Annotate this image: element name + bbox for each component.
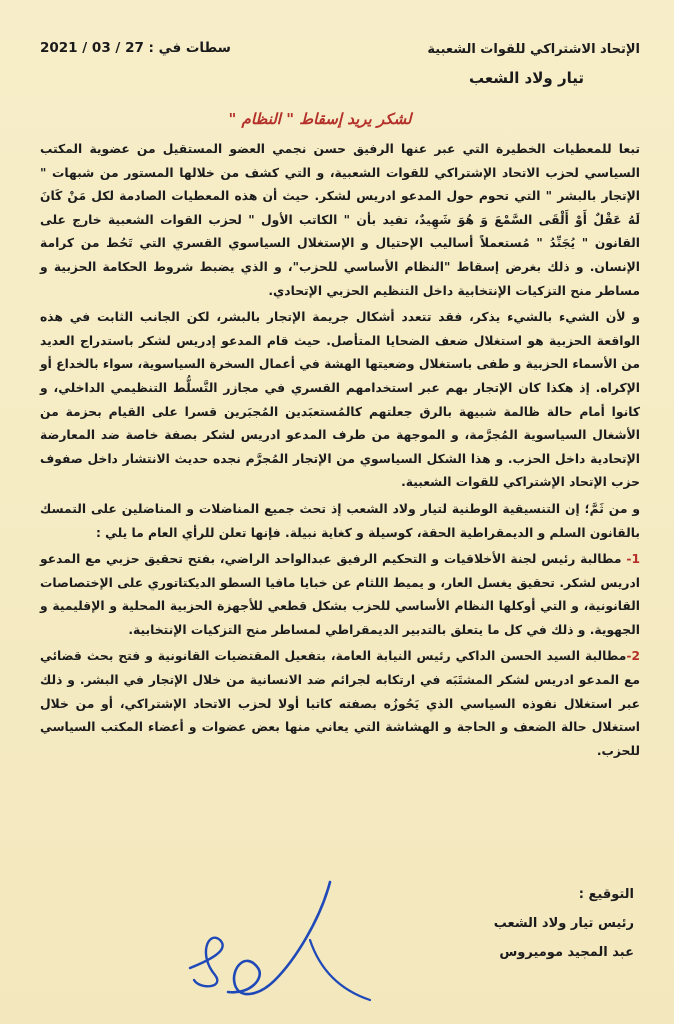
header <box>40 36 640 92</box>
paragraph: و لأن الشيء بالشيء يذكر، فقد تتعدد أشكال جريمة الإتجار بالبشر، لكن الجانب الثابت في هذه الواقعة الحزبية هو استغلال ضعف الضحايا المتأصل. حيث قام المدعو إدريس لشكر باستدراج العديد من الأسماء الحزبية و طفى باستغلال وضعيتها الهشة في أعمال السخرة السياسوية، سواء بالخداع أو الإكراه. إذ هكذا كان الإتجار بهم عبر استخدامهم القسري في مجازر التَّسلُّط التنظيمي الداخلي، و كانوا أمام حالة ظالمة شبيهة بالرق جعلتهم كالمُستعبَدين المُجبَرين قسرا على القيام بحزمة من الأشغال السياسوية المُجرَّمة، و الموجهة من طرف المدعو ادريس لشكر بصفة خاصة ضد المعارضة الإتحادية داخل الحزب. و هذا الشكل السياسوي من الإتجار المُجرَّم نجده حديث الانتشار داخل صفوف حزب الإتحاد الإشتراكي للقوات الشعبية. <box>40 310 640 490</box>
handwritten-signature <box>180 880 380 1010</box>
item-text: مطالبة رئيس لجنة الأخلاقيات و التحكيم الرفيق عبدالواحد الراضي، بفتح تحقيق حزبي مع المدعو ادريس لشكر. تحقيق يغسل العار، و يميط اللثام عن خبايا مافيا السطو الديكتاتوري على الإختصاصات القانونية، و التي أوكلها النظام الأساسي للحزب بشكل قطعي للأجهزة الحزبية المحلية و الإقليمية و الجهوية. و ذلك في كل ما يتعلق بالتدبير الديمقراطي لمساطر منح التزكيات الإنتخابية. <box>40 552 640 637</box>
item-number: 1- <box>626 552 640 567</box>
list-item <box>40 645 640 763</box>
document-body <box>40 138 640 763</box>
signature-name: عبد المجيد موميروس <box>499 945 634 960</box>
document-title: لشكر يريد إسقاط " النظام " <box>228 110 412 128</box>
item-text: مطالبة السيد الحسن الداكي رئيس النيابة العامة، بتفعيل المقتضيات القانونية و فتح بحث قضائي مع المدعو ادريس لشكر المشتَبَه في ارتكابه لجرائم ضد الانسانية من خلال الإتجار في البشر. و ذلك عبر استغلال نفوذه السياسي الذي يَحُوزُه بصفته كاتبا أولا لحزب الاتحاد الإشتراكي، أو من خلال استغلال حالة الضعف و الحاجة و الهشاشة التي يعاني منها بعض عضوات و أعضاء المكتب السياسي للحزب. <box>40 649 640 758</box>
signature-block <box>494 880 634 967</box>
signature-label: التوقيع : <box>578 887 634 902</box>
signature-role: رئيس تيار ولاد الشعب <box>493 916 634 931</box>
organization-heading <box>427 36 640 92</box>
document-date: سطات في : 27 / 03 / 2021 <box>40 40 231 56</box>
org-current: تيار ولاد الشعب <box>468 69 584 87</box>
paragraph: تبعا للمعطيات الخطيرة التي عبر عنها الرفيق حسن نجمي العضو المستقيل من عضوية المكتب السياسي لحزب الاتحاد الإشتراكي للقوات الشعبية، و التي كشف من خلالها المستور من شبهات " الإتجار بالبشر " التي تحوم حول المدعو ادريس لشكر. حيث أن هذه المعطيات الصادمة لكل مَنْ كَانَ لَهُ عَقْلٌ أَوْ أَلْقَى السَّمْعَ وَ هُوَ شَهِيدٌ، تفيد بأن " الكاتب الأول " لحزب القوات الشعبية خارج على القانون " يُجَنِّدُ " مُستعملاً أساليب الإحتيال و الإستغلال السياسوي القسري التي تَحُط من كرامة الإنسان. و ذلك بغرض إسقاط "النظام الأساسي للحزب"، و الذي يضبط شروط الحكامة الحزبية و مساطر منح التزكيات الإنتخابية داخل التنظيم الحزبي الإتحادي. <box>40 142 640 298</box>
paragraph: و من ثَمَّ؛ إن التنسيقية الوطنية لتيار ولاد الشعب إذ تحث جميع المناضلات و المناضلين على التمسك بالقانون السلم و الديمقراطية الحقة، كوسيلة و كغاية نبيلة. فإنها تعلن للرأي العام ما يلي : <box>40 501 640 540</box>
item-number: 2- <box>626 649 640 664</box>
list-item <box>40 548 640 642</box>
org-name: الإتحاد الاشتراكي للقوات الشعبية <box>427 42 640 57</box>
